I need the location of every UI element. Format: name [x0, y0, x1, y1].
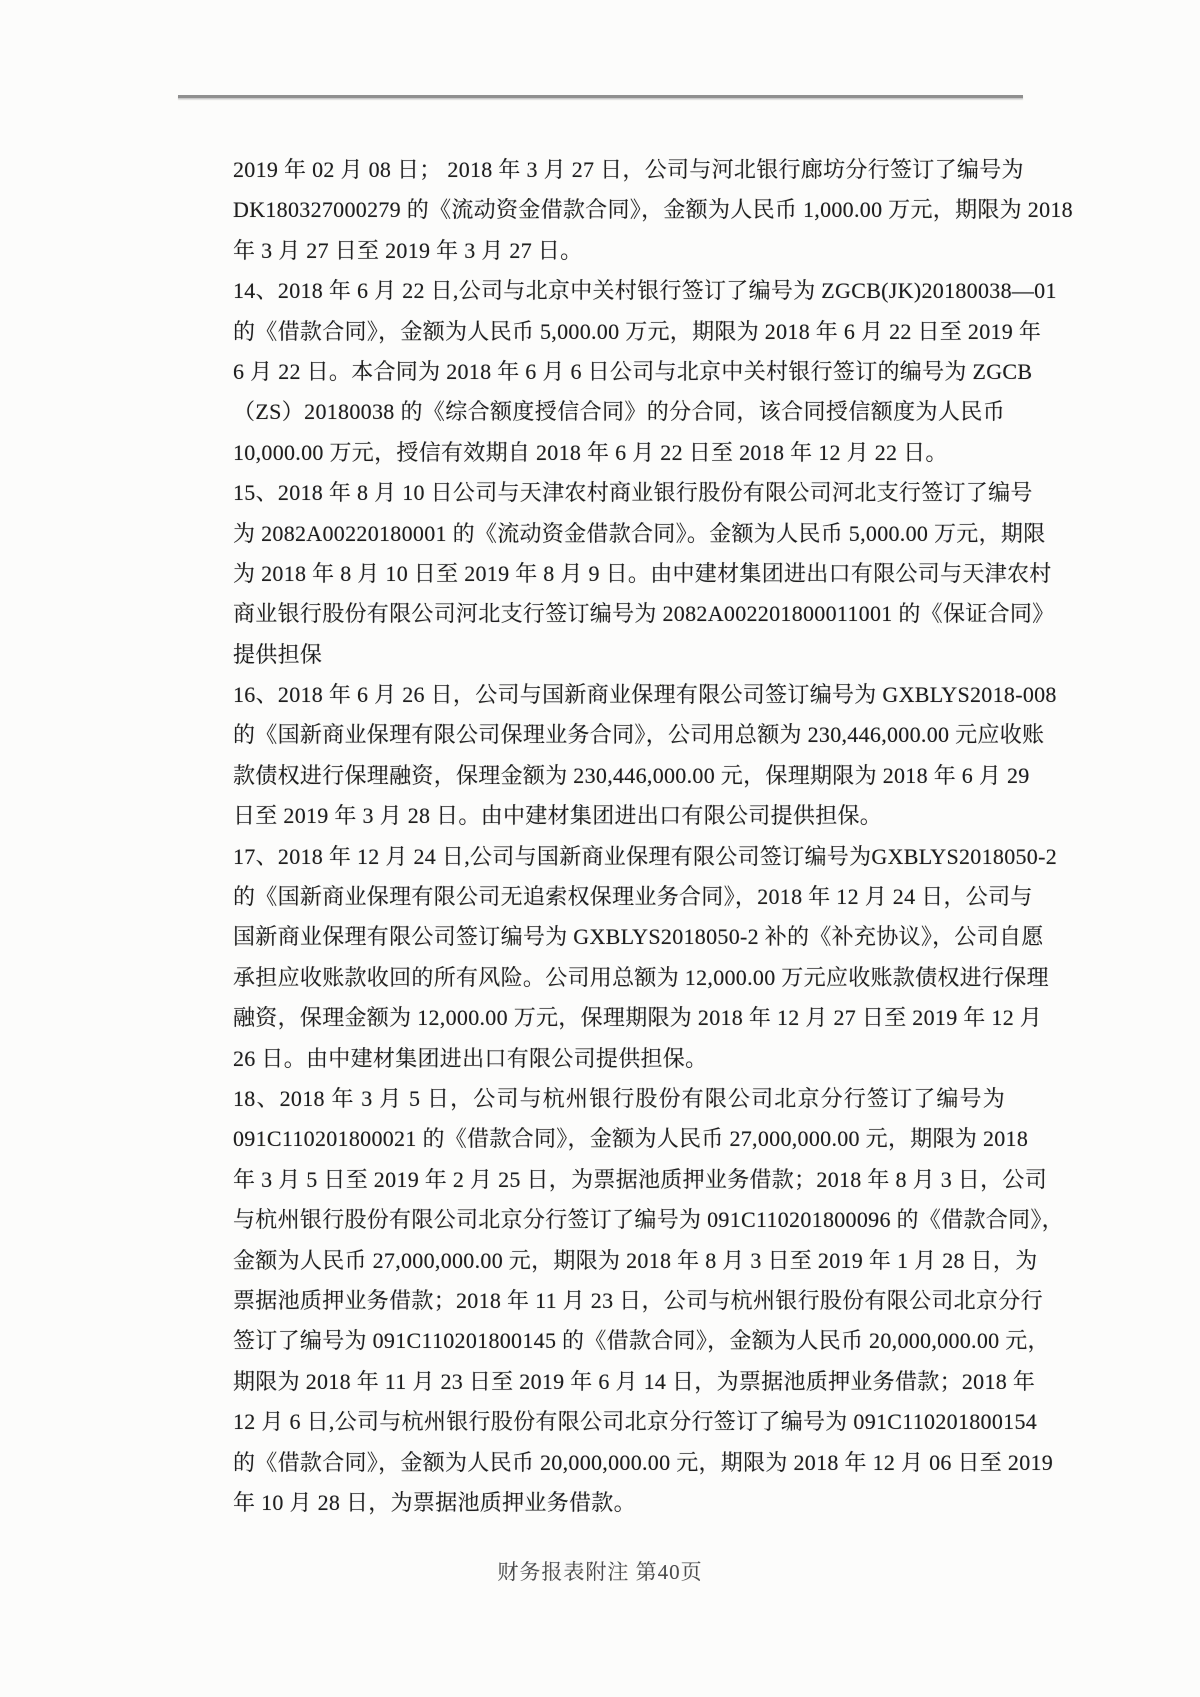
text-line: 6 月 22 日。本合同为 2018 年 6 月 6 日公司与北京中关村银行签订的编号为 ZGCB [233, 358, 1033, 384]
text-line: 17、2018 年 12 月 24 日,公司与国新商业保理有限公司签订编号为GXBLYS2018050-2 [233, 843, 1058, 869]
text-line: 金额为人民币 27,000,000.00 元，期限为 2018 年 8 月 3 日至 2019 年 1 月 28 日，为 [233, 1247, 1038, 1273]
text-line: 期限为 2018 年 11 月 23 日至 2019 年 6 月 14 日，为票据池质押业务借款；2018 年 [233, 1368, 1036, 1394]
document-body [233, 150, 1073, 1523]
text-line: 为 2018 年 8 月 10 日至 2019 年 8 月 9 日。由中建材集团进出口有限公司与天津农村 [233, 560, 1052, 586]
page-footer: 财务报表附注 第40页 [497, 1560, 703, 1584]
text-line: 16、2018 年 6 月 26 日，公司与国新商业保理有限公司签订编号为 GXBLYS2018-008 [233, 682, 1057, 708]
text-line: 14、2018 年 6 月 22 日,公司与北京中关村银行签订了编号为 ZGCB(JK)20180038—01 [233, 278, 1057, 304]
text-line: 年 10 月 28 日，为票据池质押业务借款。 [233, 1489, 636, 1515]
header-divider-line [178, 95, 1023, 99]
text-line: 091C110201800021 的《借款合同》，金额为人民币 27,000,000.00 元，期限为 2018 [233, 1126, 1029, 1152]
text-line: 的《借款合同》，金额为人民币 20,000,000.00 元，期限为 2018 年 12 月 06 日至 2019 [233, 1449, 1054, 1475]
text-line: 签订了编号为 091C110201800145 的《借款合同》，金额为人民币 20,000,000.00 元， [233, 1328, 1050, 1354]
text-line: 承担应收账款收回的所有风险。公司用总额为 12,000.00 万元应收账款债权进行保理 [233, 964, 1049, 990]
text-line: 年 3 月 5 日至 2019 年 2 月 25 日，为票据池质押业务借款；2018 年 8 月 3 日，公司 [233, 1166, 1048, 1192]
text-line: 款债权进行保理融资，保理金额为 230,446,000.00 元，保理期限为 2018 年 6 月 29 [233, 762, 1030, 788]
text-line: 的《国新商业保理有限公司无追索权保理业务合同》，2018 年 12 月 24 日，公司与 [233, 884, 1033, 910]
text-line: 票据池质押业务借款；2018 年 11 月 23 日，公司与杭州银行股份有限公司北京分行 [233, 1287, 1043, 1313]
text-line: 12 月 6 日,公司与杭州银行股份有限公司北京分行签订了编号为 091C110201800154 [233, 1409, 1038, 1435]
text-line: DK180327000279 的《流动资金借款合同》，金额为人民币 1,000.00 万元，期限为 2018 [233, 197, 1073, 223]
text-line: 融资，保理金额为 12,000.00 万元，保理期限为 2018 年 12 月 27 日至 2019 年 12 月 [233, 1005, 1043, 1031]
text-line: 2019 年 02 月 08 日； 2018 年 3 月 27 日，公司与河北银行廊坊分行签订了编号为 [233, 157, 1024, 182]
text-line: 10,000.00 万元，授信有效期自 2018 年 6 月 22 日至 2018 年 12 月 22 日。 [233, 439, 948, 465]
text-line: 与杭州银行股份有限公司北京分行签订了编号为 091C110201800096 的《借款合同》， [233, 1207, 1064, 1233]
text-line: 商业银行股份有限公司河北支行签订编号为 2082A002201800011001 的《保证合同》 [233, 601, 1055, 627]
text-line: 18、2018 年 3 月 5 日，公司与杭州银行股份有限公司北京分行签订了编号为 [233, 1085, 1005, 1111]
text-line: （ZS）20180038 的《综合额度授信合同》的分合同，该合同授信额度为人民币 [233, 399, 1005, 425]
text-line: 15、2018 年 8 月 10 日公司与天津农村商业银行股份有限公司河北支行签订了编号 [233, 480, 1033, 506]
text-line: 的《国新商业保理有限公司保理业务合同》，公司用总额为 230,446,000.00 元应收账 [233, 722, 1045, 748]
text-line: 年 3 月 27 日至 2019 年 3 月 27 日。 [233, 237, 583, 263]
text-line: 的《借款合同》，金额为人民币 5,000.00 万元，期限为 2018 年 6 月 22 日至 2019 年 [233, 318, 1042, 344]
text-line: 国新商业保理有限公司签订编号为 GXBLYS2018050-2 补的《补充协议》，公司自愿 [233, 924, 1044, 950]
text-line: 日至 2019 年 3 月 28 日。由中建材集团进出口有限公司提供担保。 [233, 803, 883, 829]
text-line: 提供担保 [233, 641, 323, 667]
text-line: 为 2082A00220180001 的《流动资金借款合同》。金额为人民币 5,000.00 万元，期限 [233, 520, 1046, 546]
text-line: 26 日。由中建材集团进出口有限公司提供担保。 [233, 1045, 708, 1071]
